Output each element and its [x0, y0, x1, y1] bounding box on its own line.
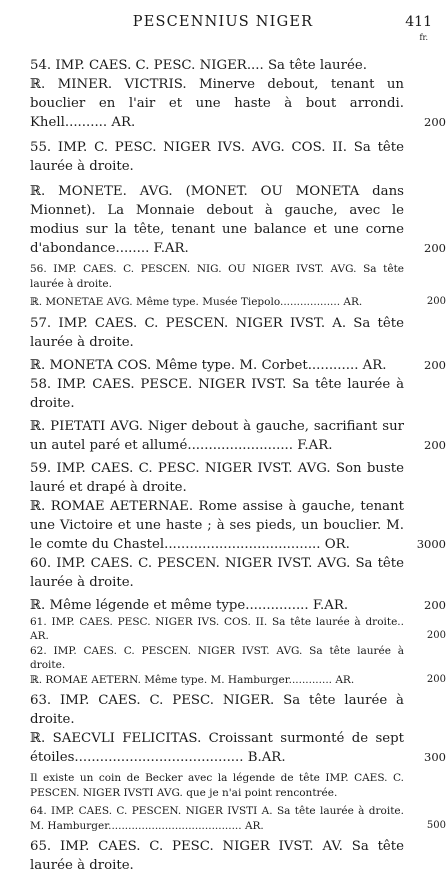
catalogue-entry	[30, 75, 446, 132]
catalogue-entry	[30, 459, 404, 497]
catalogue-entry	[30, 497, 446, 554]
entry-text: ℝ. MINER. VICTRIS. Minerve debout, tenant un bouclier en l'air et une haste à bout arrondi. Khell.......... AR.	[30, 77, 404, 130]
page-header	[0, 10, 446, 42]
entry-text: ℝ. ROMAE AETERNAE. Rome assise à gauche, tenant une Victoire et une haste ; à ses pieds, un bouclier. M. le comte du Chastel..................................... OR.	[30, 498, 404, 552]
entry-text: 54. IMP. CAES. C. PESC. NIGER.... Sa tête laurée.	[30, 58, 367, 73]
catalogue-entry	[30, 138, 404, 176]
catalogue-entry	[30, 596, 446, 615]
catalogue-note	[30, 771, 404, 800]
catalogue-entry	[30, 691, 404, 729]
entry-text: ℝ. MONETAE AVG. Même type. Musée Tiepolo.................. AR.	[30, 296, 363, 308]
catalogue-entry	[30, 837, 404, 875]
catalogue-entry	[30, 554, 404, 592]
entry-value: 200	[426, 630, 446, 641]
entry-text: 61. IMP. CAES. PESC. NIGER IVS. COS. II. Sa tête laurée à droite.. AR.	[30, 615, 404, 642]
entry-text: 58. IMP. CAES. PESCE. NIGER IVST. Sa tête laurée à droite.	[30, 376, 404, 411]
note-text: Il existe un coin de Becker avec la légende de tête IMP. CAES. C. PESCEN. NIGER IVSTI AVG. que je n'ai point rencontrée.	[30, 772, 404, 799]
entry-text: 64. IMP. CAES. C. PESCEN. NIGER IVSTI A. Sa tête laurée à droite. M. Hamburger........................................ AR.	[30, 805, 404, 832]
entry-text: 56. IMP. CAES. C. PESCEN. NIG. OU NIGER IVST. AVG. Sa tête laurée à droite.	[30, 263, 404, 290]
page-number: 411	[405, 14, 432, 30]
catalogue-entry	[30, 182, 446, 258]
entry-value: 300	[424, 750, 446, 764]
entry-value: 200	[424, 115, 446, 129]
entry-value: 200	[424, 597, 446, 612]
entry-text: ℝ. SAECVLI FELICITAS. Croissant surmonté de sept étoiles........................................ B.AR.	[30, 731, 404, 765]
catalogue-entry	[30, 729, 446, 767]
catalogue-entry	[30, 615, 446, 644]
entry-text: 60. IMP. CAES. C. PESCEN. NIGER IVST. AVG. Sa tête laurée à droite.	[30, 555, 404, 590]
catalogue-entry	[30, 417, 446, 455]
entry-text: ℝ. ROMAE AETERN. Même type. M. Hamburger............. AR.	[30, 673, 355, 686]
entry-text: 59. IMP. CAES. C. PESC. NIGER IVST. AVG. Son buste lauré et drapé à droite.	[30, 460, 404, 495]
entry-value: 3000	[416, 536, 446, 551]
entry-value: 200	[426, 296, 446, 307]
entry-value: 500	[426, 819, 446, 831]
entry-text: 57. IMP. CAES. C. PESCEN. NIGER IVST. A. Sa tête laurée à droite.	[30, 315, 404, 350]
page-fraction-note: fr.	[419, 33, 428, 42]
catalogue-entry	[30, 262, 404, 291]
entry-text: 63. IMP. CAES. C. PESC. NIGER. Sa tête laurée à droite.	[30, 693, 404, 727]
catalogue-entry	[30, 673, 446, 688]
catalogue-entry	[30, 804, 446, 833]
running-title: PESCENNIUS NIGER	[132, 14, 314, 30]
entry-text: ℝ. Même légende et même type............... F.AR.	[30, 597, 349, 613]
catalogue-entry	[30, 356, 446, 375]
entry-value: 200	[426, 673, 446, 685]
catalogue-entry	[30, 314, 404, 352]
catalogue-body	[30, 56, 446, 875]
entry-value: 200	[424, 241, 446, 255]
entry-text: ℝ. MONETA COS. Même type. M. Corbet............ AR.	[30, 357, 387, 373]
entry-value: 200	[424, 437, 446, 452]
catalogue-entry	[30, 56, 404, 75]
entry-text: ℝ. PIETATI AVG. Niger debout à gauche, sacrifiant sur un autel paré et allumé......................... F.AR.	[30, 418, 404, 453]
catalogue-entry	[30, 295, 446, 310]
entry-text: ℝ. MONETE. AVG. (MONET. OU MONETA dans Mionnet). La Monnaie debout à gauche, avec le modius sur la tête, tenant une balance et une corne d'abondance........ F.AR.	[30, 184, 404, 256]
entry-value: 200	[424, 357, 446, 372]
catalogue-entry	[30, 644, 404, 673]
entry-text: 55. IMP. C. PESC. NIGER IVS. AVG. COS. II. Sa tête laurée à droite.	[30, 140, 404, 174]
entry-text: 62. IMP. CAES. C. PESCEN. NIGER IVST. AVG. Sa tête laurée à droite.	[30, 644, 404, 671]
entry-text: 65. IMP. CAES. C. PESC. NIGER IVST. AV. Sa tête laurée à droite.	[30, 839, 404, 873]
catalogue-entry	[30, 375, 404, 413]
